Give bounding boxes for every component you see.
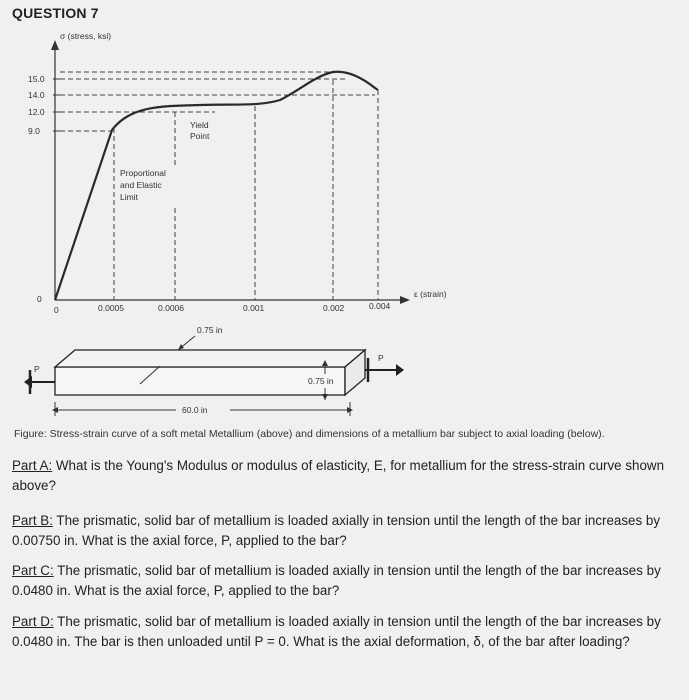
annotation-yield: Yield bbox=[190, 120, 209, 130]
y-tick-14: 14.0 bbox=[28, 90, 45, 100]
width-arrowhead bbox=[178, 344, 184, 350]
y-tick-0: 0 bbox=[37, 294, 42, 304]
annotation-and-elastic: and Elastic bbox=[120, 180, 162, 190]
bar-front-face bbox=[55, 367, 345, 395]
height-arrow-down bbox=[322, 394, 328, 400]
x-ticks bbox=[54, 301, 391, 315]
part-a-label: Part A: bbox=[12, 458, 53, 473]
part-b bbox=[12, 511, 672, 551]
annotation-point: Point bbox=[190, 131, 210, 141]
x-tick-004: 0.004 bbox=[369, 301, 391, 311]
y-axis-label: σ (stress, ksi) bbox=[60, 31, 112, 41]
load-left-arrowhead bbox=[24, 376, 32, 388]
x-tick-0006: 0.0006 bbox=[158, 303, 184, 313]
part-c-text: The prismatic, solid bar of metallium is loaded axially in tension until the length of the bar increases by 0.0480 in. What is the axial force, P, applied to the bar? bbox=[12, 563, 661, 598]
question-title: QUESTION 7 bbox=[12, 5, 99, 21]
x-tick-0: 0 bbox=[54, 305, 59, 315]
y-tick-15: 15.0 bbox=[28, 74, 45, 84]
part-a bbox=[12, 456, 672, 496]
figure-caption: Figure: Stress-strain curve of a soft metal Metallium (above) and dimensions of a metallium bar subject to axial loading (below). bbox=[14, 428, 605, 440]
part-d-text: The prismatic, solid bar of metallium is loaded axially in tension until the length of the bar increases by 0.0480 in. The bar is then unloaded until P = 0. What is the axial deformation, δ, of the bar after loading? bbox=[12, 614, 661, 649]
bar-top-face bbox=[55, 350, 365, 367]
load-right-arrowhead bbox=[396, 364, 404, 376]
length-label: 60.0 in bbox=[182, 405, 208, 415]
load-right-label: P bbox=[378, 353, 384, 363]
x-axis-label: ε (strain) bbox=[414, 289, 447, 299]
part-b-label: Part B: bbox=[12, 513, 53, 528]
y-tick-9: 9.0 bbox=[28, 126, 40, 136]
width-label: 0.75 in bbox=[197, 325, 223, 335]
y-axis-arrow bbox=[51, 40, 59, 50]
part-a-text: What is the Young's Modulus or modulus of elasticity, E, for metallium for the stress-strain curve shown above? bbox=[12, 458, 665, 493]
bar-diagram bbox=[24, 325, 404, 416]
load-left-label: P bbox=[34, 364, 40, 374]
x-axis-arrow bbox=[400, 296, 410, 304]
part-c bbox=[12, 561, 672, 601]
annotation-proportional: Proportional bbox=[120, 168, 166, 178]
part-c-label: Part C: bbox=[12, 563, 54, 578]
stress-strain-curve bbox=[55, 72, 378, 300]
x-tick-0005: 0.0005 bbox=[98, 303, 124, 313]
x-tick-001: 0.001 bbox=[243, 303, 265, 313]
height-label: 0.75 in bbox=[308, 376, 334, 386]
y-tick-12: 12.0 bbox=[28, 107, 45, 117]
annotation-limit: Limit bbox=[120, 192, 138, 202]
x-tick-002: 0.002 bbox=[323, 303, 345, 313]
part-d-label: Part D: bbox=[12, 614, 54, 629]
part-b-text: The prismatic, solid bar of metallium is loaded axially in tension until the length of the bar increases by 0.00750 in. What is the axial force, P, applied to the bar? bbox=[12, 513, 661, 548]
part-d bbox=[12, 612, 672, 652]
